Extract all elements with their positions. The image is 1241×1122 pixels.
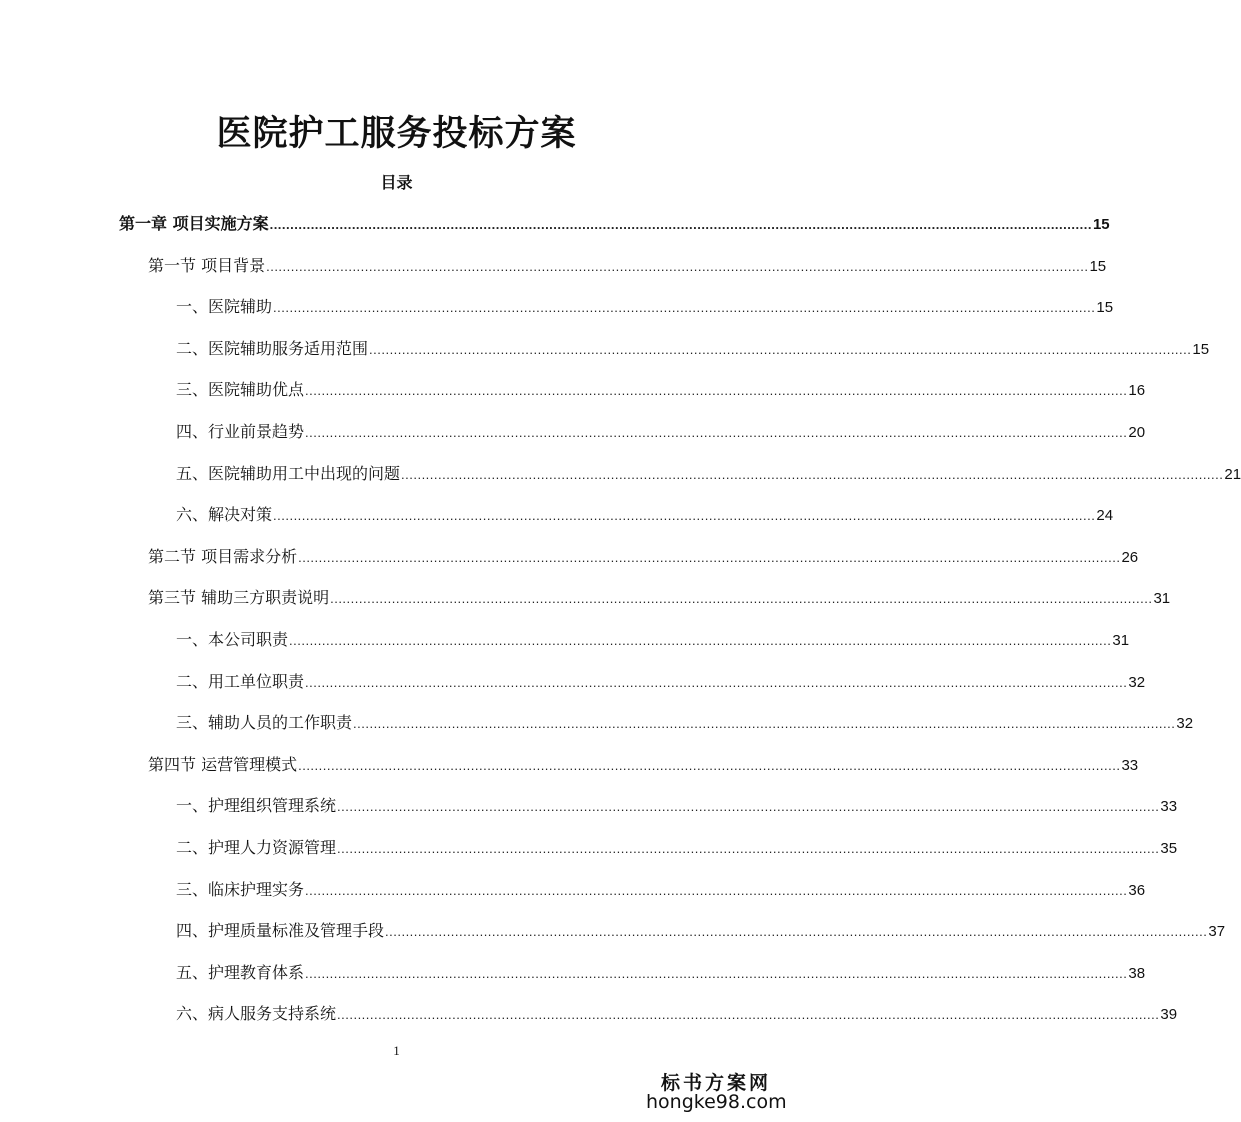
toc-entry-label: 六、病人服务支持系统 [176,1004,337,1024]
toc-leader-dots: ........................................................................................................................................................................................................ [369,341,1192,357]
toc-leader-dots: ........................................................................................................................................................................................................ [337,799,1160,815]
toc-entry[interactable] [176,461,1241,485]
toc-entry[interactable] [176,918,1226,942]
toc-leader-dots: ........................................................................................................................................................................................................ [305,965,1128,981]
toc-entry-label: 第二节 项目需求分析 [148,546,298,566]
toc-leader-dots: ........................................................................................................................................................................................................ [330,591,1153,607]
toc-entry-page: 15 [1092,216,1110,233]
toc-entry-page: 32 [1176,715,1194,733]
toc-entry[interactable] [148,752,1139,776]
toc-entry[interactable] [176,960,1146,984]
toc-entry-page: 15 [1089,257,1107,275]
toc-leader-dots: ........................................................................................................................................................................................................ [385,924,1208,940]
toc-entry-label: 五、医院辅助用工中出现的问题 [176,463,401,483]
toc-entry[interactable] [176,419,1146,443]
toc-entry-label: 一、本公司职责 [176,630,289,649]
toc-entry-label: 四、护理质量标准及管理手段 [176,921,385,941]
toc-entry-page: 39 [1160,1006,1178,1024]
toc-entry[interactable] [176,294,1114,318]
toc-entry-page: 26 [1121,548,1139,566]
toc-entry[interactable] [176,793,1178,817]
toc-entry[interactable] [148,253,1107,277]
toc-entry[interactable] [148,585,1171,609]
toc-entry-label: 一、护理组织管理系统 [176,796,337,816]
toc-leader-dots: ........................................................................................................................................................................................................ [269,217,1092,232]
toc-leader-dots: ........................................................................................................................................................................................................ [305,383,1128,399]
toc-entry[interactable] [176,336,1210,360]
toc-leader-dots: ........................................................................................................................................................................................................ [353,716,1176,732]
toc-entry-label: 一、医院辅助 [176,297,273,317]
toc-entry-label: 二、用工单位职责 [176,671,305,691]
toc-entry-label: 六、解决对策 [176,505,273,525]
toc-entry[interactable] [119,211,1110,235]
toc-entry-label: 三、临床护理实务 [176,879,305,899]
toc-entry-page: 38 [1128,964,1146,982]
watermark-url: hongke98.com [646,1091,787,1113]
toc-leader-dots: ........................................................................................................................................................................................................ [337,841,1160,856]
toc-entry-page: 15 [1096,299,1114,317]
toc-entry[interactable] [176,835,1178,859]
toc-leader-dots: ........................................................................................................................................................................................................ [266,258,1089,274]
toc-entry-page: 36 [1128,881,1146,899]
toc-entry-label: 三、医院辅助优点 [176,380,305,400]
toc-entry-page: 24 [1096,507,1114,525]
toc-entry-label: 第四节 运营管理模式 [148,754,298,774]
toc-entry-label: 五、护理教育体系 [176,962,305,982]
toc-entry-page: 20 [1128,424,1146,441]
toc-entry-page: 33 [1121,756,1139,774]
toc-entry[interactable] [148,544,1139,568]
toc-entry-page: 21 [1224,465,1241,483]
toc-leader-dots: ........................................................................................................................................................................................................ [273,508,1096,524]
toc-leader-dots: ........................................................................................................................................................................................................ [305,425,1128,440]
toc-entry[interactable] [176,710,1194,734]
toc-leader-dots: ........................................................................................................................................................................................................ [337,1007,1160,1023]
toc-entry[interactable] [176,669,1146,693]
toc-entry[interactable] [176,627,1130,651]
toc-leader-dots: ........................................................................................................................................................................................................ [298,549,1121,565]
toc-leader-dots: ........................................................................................................................................................................................................ [401,466,1224,482]
toc-leader-dots: ........................................................................................................................................................................................................ [273,300,1096,316]
toc-entry-page: 15 [1192,340,1210,358]
toc-entry-page: 32 [1128,673,1146,691]
toc-entry[interactable] [176,502,1114,526]
toc-entry-page: 37 [1208,923,1226,941]
toc-leader-dots: ........................................................................................................................................................................................................ [305,674,1128,690]
toc-entry-label: 二、护理人力资源管理 [176,838,337,857]
toc-entry-label: 第三节 辅助三方职责说明 [148,588,330,608]
toc-leader-dots: ........................................................................................................................................................................................................ [298,757,1121,773]
toc-entry-label: 第一章 项目实施方案 [119,214,269,233]
page-number: 1 [393,1043,400,1058]
toc-entry-label: 二、医院辅助服务适用范围 [176,338,369,358]
toc-entry[interactable] [176,377,1146,401]
toc-entry-label: 四、行业前景趋势 [176,422,305,441]
toc-entry-page: 33 [1160,798,1178,816]
toc-entry-label: 第一节 项目背景 [148,255,266,275]
toc-entry[interactable] [176,877,1146,901]
watermark-chinese: 标书方案网 [661,1072,772,1094]
toc-entry-page: 16 [1128,382,1146,400]
toc-leader-dots: ........................................................................................................................................................................................................ [305,882,1128,898]
toc-entry-page: 35 [1160,840,1178,857]
toc-leader-dots: ........................................................................................................................................................................................................ [289,633,1112,648]
toc-heading: 目录 [380,173,413,192]
toc-entry-label: 三、辅助人员的工作职责 [176,713,353,733]
document-title: 医院护工服务投标方案 [216,114,577,154]
toc-entry[interactable] [176,1001,1178,1025]
toc-entry-page: 31 [1112,632,1130,649]
toc-entry-page: 31 [1153,590,1171,608]
